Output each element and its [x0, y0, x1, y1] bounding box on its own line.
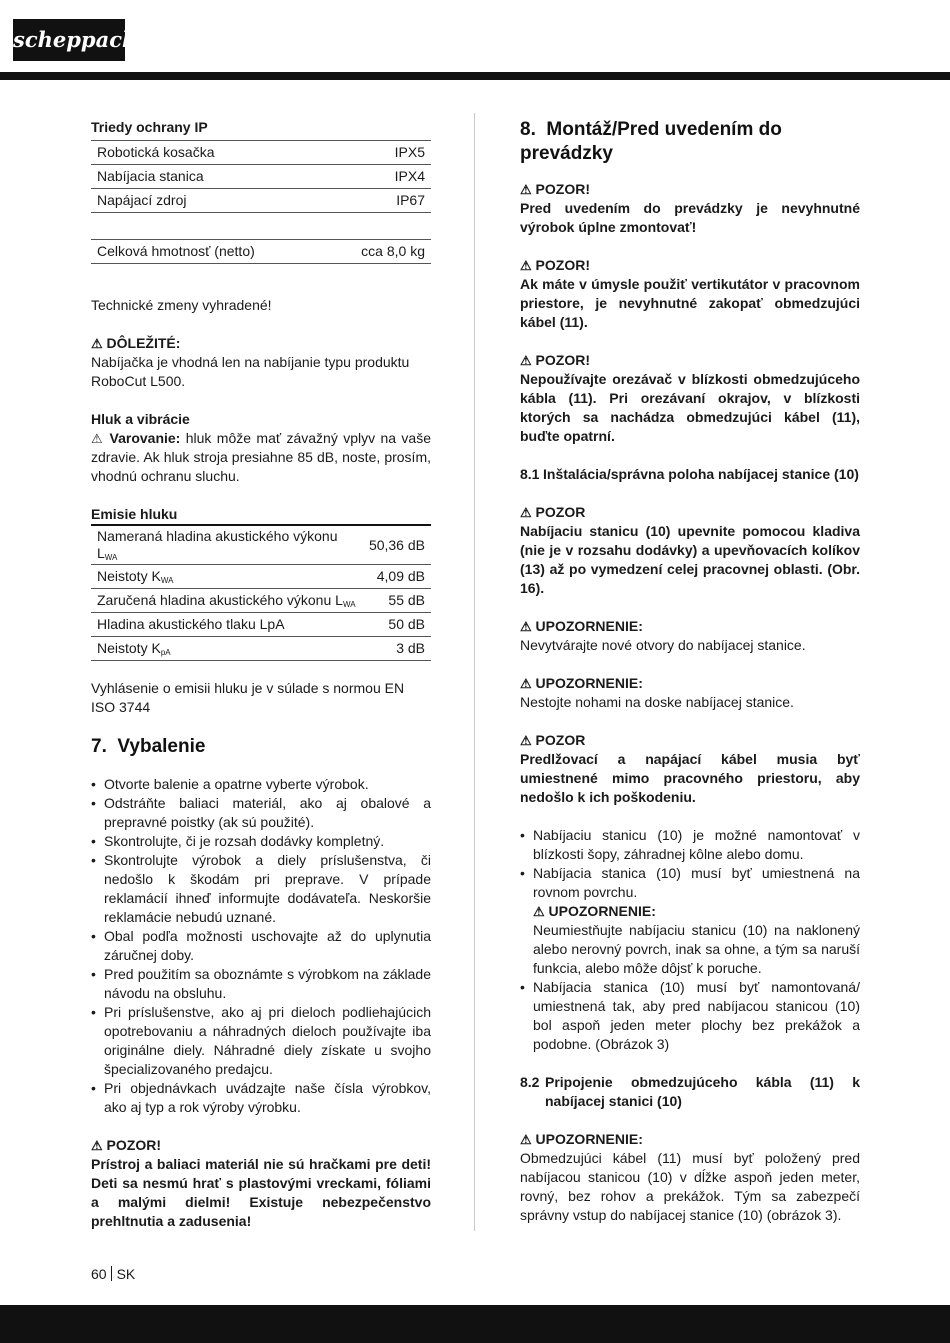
page-footer: [91, 1265, 135, 1284]
weight-value: cca 8,0 kg: [326, 240, 431, 264]
right-column: [520, 118, 860, 1225]
warning-triangle-icon: ⚠: [520, 182, 532, 197]
table-row: [91, 525, 431, 565]
table-row: [91, 637, 431, 661]
ip-label: Robotická kosačka: [91, 141, 347, 165]
brand-logo: scheppach: [13, 19, 125, 61]
emission-value: 4,09 dB: [363, 565, 431, 589]
list-item: • Pri objednávkach uvádzajte naše čísla výrobkov, ako aj typ a rok výroby výrobku.: [91, 1079, 431, 1117]
caution-text: Prístroj a baliaci materiál nie sú hračkami pre deti! Deti sa nesmú hrať s plastovými vreckami, fóliami a malými dielmi! Existuje nebezpečenstvo prehltnutia a zadusenia!: [91, 1156, 431, 1229]
ip-value: IPX5: [347, 141, 431, 165]
emission-table: [91, 524, 431, 661]
important-text: Nabíjačka je vhodná len na nabíjanie typu produktu RoboCut L500.: [91, 354, 410, 389]
section-7-heading: 7. Vybalenie: [91, 736, 206, 757]
section-8-1-heading: 8.1 Inštalácia/správna poloha nabíjacej stanice (10): [520, 466, 859, 482]
weight-table: [91, 239, 431, 264]
list-item: • Nabíjacia stanica (10) musí byť namontovaná/ umiestnená tak, aby pred nabíjacou stanicou (10) bol aspoň jeden meter plochy bez prekážok a podobne. (Obrázok 3): [520, 978, 860, 1054]
ip-title: Triedy ochrany IP: [91, 119, 208, 135]
table-row: [91, 565, 431, 589]
noise-warning: ⚠ Varovanie: hluk môže mať závažný vplyv na vaše zdravie. Ak hluk stroja presiahne 85 dB, noste, prosím, vhodnú ochranu sluchu.: [91, 430, 432, 484]
footer-bar: [0, 1305, 950, 1343]
warning-triangle-icon: ⚠: [520, 258, 532, 273]
warning-triangle-icon: ⚠: [520, 353, 532, 368]
left-column: [91, 118, 431, 1231]
emission-value: 55 dB: [363, 589, 431, 613]
header-bar: [0, 72, 950, 80]
ip-value: IPX4: [347, 165, 431, 189]
ip-label: Nabíjacia stanica: [91, 165, 347, 189]
warning-text: Nepoužívajte orezávač v blízkosti obmedzujúceho kábla (11). Pri orezávaní okrajov, v blízkosti ktorých sa nachádza obmedzujúci kábel (11), buďte opatrní.: [520, 371, 860, 444]
warning-triangle-icon: ⚠: [520, 505, 532, 520]
list-item: • Skontrolujte výrobok a diely príslušenstva, či nedošlo k škodám pri preprave. V prípade reklamácií ihneď informujte dodávateľa. Neskoršie reklamácie nebudú uznané.: [91, 851, 431, 927]
warning-text: Ak máte v úmysle použiť vertikutátor v pracovnom priestore, je nevyhnutné zakopať obmedzujúci kábel (11).: [520, 276, 860, 330]
emission-label: Neistoty $K_{pA}$: [91, 637, 363, 661]
declaration-text: Vyhlásenie o emisii hluku je v súlade s normou EN ISO 3744: [91, 680, 405, 715]
noise-heading: Hluk a vibrácie: [91, 411, 190, 427]
warning-triangle-icon: ⚠: [91, 1138, 103, 1153]
emission-value: 50 dB: [363, 613, 431, 637]
warning-text: Pred uvedením do prevádzky je nevyhnutné výrobok úplne zmontovať!: [520, 200, 860, 235]
station-list: [520, 826, 860, 1054]
warning-heading: ⚠ POZOR!: [520, 181, 590, 197]
notice-text: Obmedzujúci kábel (11) musí byť položený pred nabíjacou stanicou (10) v dĺžke aspoň jeden meter, rovný, bez rohov a prekážok. Tým sa zabezpečí správny vstup do nabíjacej stanice (10) (obrázok 3).: [520, 1150, 860, 1223]
list-item: • Nabíjaciu stanicu (10) je možné namontovať v blízkosti šopy, záhradnej kôlne alebo domu.: [520, 826, 860, 864]
warning-triangle-icon: ⚠: [91, 431, 105, 446]
notice-heading: ⚠ UPOZORNENIE:: [520, 675, 643, 691]
notice-text: Nestojte nohami na doske nabíjacej stanice.: [520, 694, 794, 710]
table-row: [91, 165, 431, 189]
emission-heading: Emisie hluku: [91, 506, 178, 522]
section-8-2-heading: 8.2 Pripojenie obmedzujúceho kábla (11) k nabíjacej stanici (10): [520, 1074, 860, 1109]
warning-heading: ⚠ POZOR: [520, 732, 586, 748]
list-item: • Pri príslušenstve, ako aj pri dieloch podliehajúcich opotrebovaniu a náhradných dieloch používajte iba originálne diely. Náhradné diely získate u svojho špecializovaného predajcu.: [91, 1003, 431, 1079]
section-8-heading: 8. Montáž/Pred uvedením do prevádzky: [520, 119, 782, 164]
tech-note: Technické zmeny vyhradené!: [91, 297, 272, 313]
inner-notice-text: Neumiestňujte nabíjaciu stanicu (10) na naklonený alebo nerovný povrch, inak sa ohne, a tým sa naruší funkcia, alebo môže dôjsť k poruche.: [533, 922, 860, 976]
emission-label: Hladina akustického tlaku LpA: [91, 613, 363, 637]
warning-text: Predlžovací a napájací kábel musia byť umiestnené mimo pracovného priestoru, aby nedošlo k ich poškodeniu.: [520, 751, 860, 805]
ip-table: [91, 140, 431, 213]
warning-triangle-icon: ⚠: [520, 619, 532, 634]
warning-text: Nabíjaciu stanicu (10) upevnite pomocou kladiva (nie je v rozsahu dodávky) a upevňovacích kolíkov (13) až po vymedzení celej pracovnej oblasti. (Obr. 16).: [520, 523, 860, 596]
list-item: • Pred použitím sa oboznámte s výrobkom na základe návodu na obsluhu.: [91, 965, 431, 1003]
list-item: • Odstráňte baliaci materiál, ako aj obalové a prepravné poistky (ak sú použité).: [91, 794, 431, 832]
list-item: • Nabíjacia stanica (10) musí byť umiestnená na rovnom povrchu. ⚠ UPOZORNENIE: Neumiestňujte nabíjaciu stanicu (10) na naklonený alebo nerovný povrch, inak sa ohne, a tým sa naruší funkcia, alebo môže dôjsť k poruche.: [520, 864, 860, 978]
ip-value: IP67: [347, 189, 431, 213]
warning-heading: ⚠ POZOR: [520, 504, 586, 520]
list-item: • Otvorte balenie a opatrne vyberte výrobok.: [91, 775, 431, 794]
warning-heading: ⚠ POZOR!: [520, 352, 590, 368]
warning-triangle-icon: ⚠: [520, 1132, 532, 1147]
emission-value: 3 dB: [363, 637, 431, 661]
table-row: [91, 240, 431, 264]
notice-heading: ⚠ UPOZORNENIE:: [520, 1131, 643, 1147]
caution-heading: ⚠ POZOR!: [91, 1137, 161, 1153]
warning-triangle-icon: ⚠: [520, 733, 532, 748]
warning-heading: ⚠ POZOR!: [520, 257, 590, 273]
page-number: 60: [91, 1266, 107, 1282]
list-item: • Obal podľa možnosti uschovajte až do uplynutia záručnej doby.: [91, 927, 431, 965]
inner-notice-heading: ⚠ UPOZORNENIE:: [533, 903, 656, 919]
table-row: [91, 189, 431, 213]
table-row: [91, 613, 431, 637]
column-divider: [474, 113, 475, 1231]
warning-triangle-icon: ⚠: [533, 904, 545, 919]
footer-separator: [111, 1266, 112, 1281]
important-heading: ⚠ DÔLEŽITÉ:: [91, 335, 181, 351]
table-row: [91, 589, 431, 613]
emission-label: Zaručená hladina akustického výkonu $L_{WA}$: [91, 589, 363, 613]
language-code: SK: [116, 1266, 136, 1282]
warning-triangle-icon: ⚠: [91, 336, 103, 351]
notice-text: Nevytvárajte nové otvory do nabíjacej stanice.: [520, 637, 806, 653]
list-item: • Skontrolujte, či je rozsah dodávky kompletný.: [91, 832, 431, 851]
ip-label: Napájací zdroj: [91, 189, 347, 213]
emission-label: Neistoty $K_{WA}$: [91, 565, 363, 589]
unpacking-list: [91, 775, 431, 1117]
emission-value: 50,36 dB: [363, 525, 431, 565]
table-row: [91, 141, 431, 165]
emission-label: Nameraná hladina akustického výkonu $L_{WA}$: [91, 525, 363, 565]
weight-label: Celková hmotnosť (netto): [91, 240, 326, 264]
warning-triangle-icon: ⚠: [520, 676, 532, 691]
notice-heading: ⚠ UPOZORNENIE:: [520, 618, 643, 634]
